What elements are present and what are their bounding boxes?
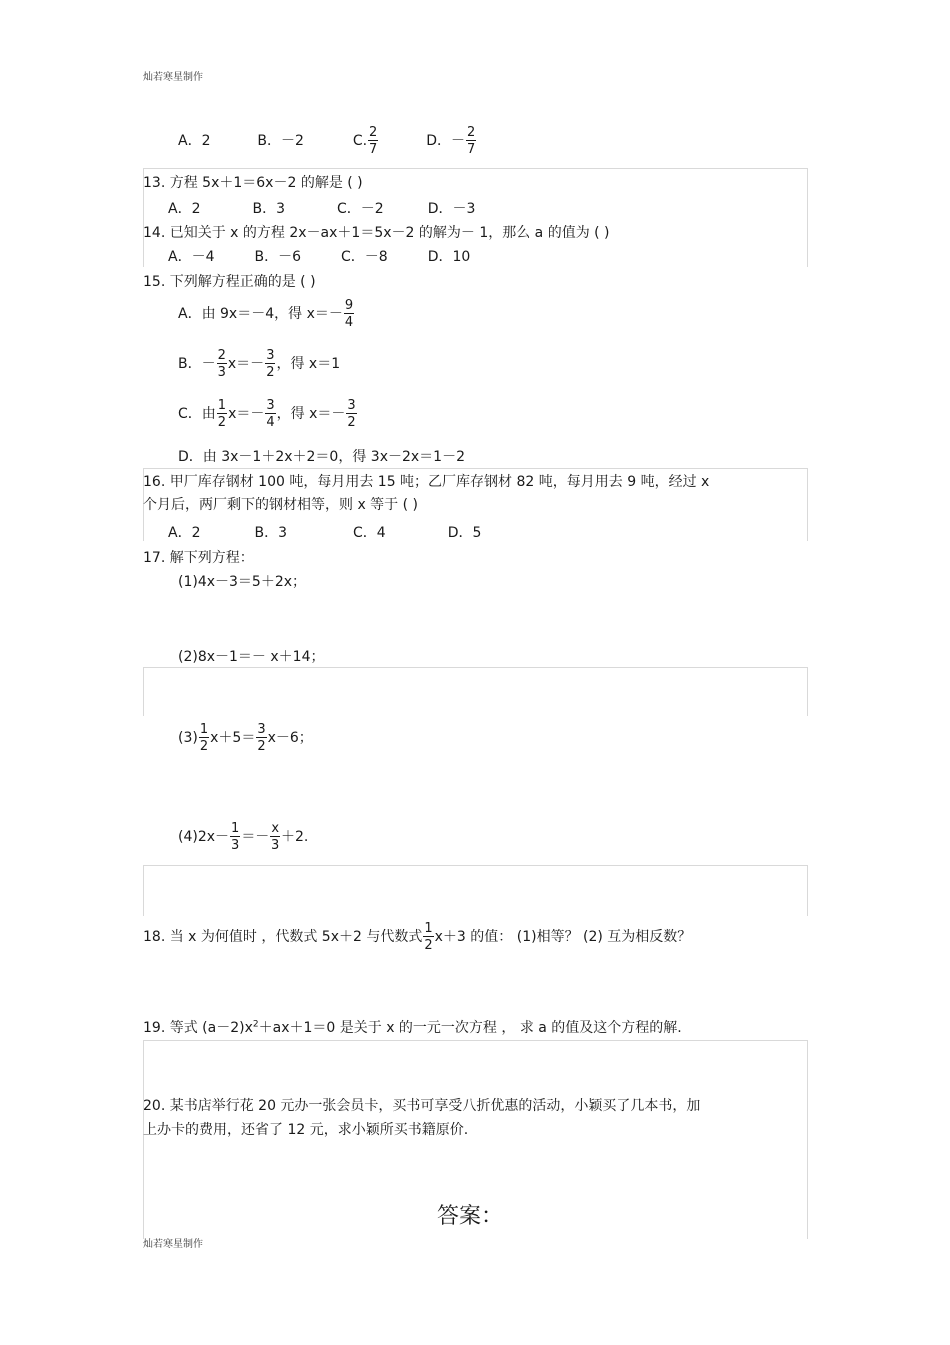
q15-option-b: B．－ $\frac{2}{3}$ x＝－ $\frac{3}{2}$ ，得 x＝1 xyxy=(178,348,341,380)
q12-option-a: A．2 xyxy=(178,133,211,149)
q13-option-b: B．3 xyxy=(252,201,285,217)
q17-part3: (3) $\frac{1}{2}$ x＋5＝ $\frac{3}{2}$ x－6； xyxy=(178,722,313,754)
q15-option-c: C．由 $\frac{1}{2}$ x＝－ $\frac{3}{4}$ ，得 x＝－ $\frac{3}{2}$ xyxy=(178,398,356,430)
fraction: $\frac{2}{7}$ xyxy=(369,125,378,157)
q14-options xyxy=(168,246,470,266)
q12-option-c: C. xyxy=(352,133,368,149)
page-header: 灿若寒星制作 xyxy=(143,72,203,83)
frame-box xyxy=(143,865,808,916)
q16-option-d: D．5 xyxy=(447,525,482,541)
q17-part1: (1)4x－3＝5＋2x； xyxy=(178,574,307,590)
q13-option-a: A．2 xyxy=(168,201,201,217)
q14-option-a: A．－4 xyxy=(168,249,215,265)
q17-stem: 17. 解下列方程： xyxy=(143,550,254,566)
q14-option-b: B．－6 xyxy=(254,249,301,265)
q13-option-d: D．－3 xyxy=(427,201,476,217)
q19-stem: 19. 等式 $(a-2)x^2+ax+1=0$ 是关于 x 的一元一次方程 ， 求 a 的值及这个方程的解. xyxy=(143,1019,682,1036)
frame-box xyxy=(143,667,808,716)
q13-options xyxy=(168,198,475,218)
q14-option-c: C．－8 xyxy=(341,249,388,265)
q13-stem: 13. 方程 5x＋1＝6x－2 的解是 ( ) xyxy=(143,175,363,191)
q12-option-b: B．－2 xyxy=(257,133,304,149)
q12-options xyxy=(178,126,477,156)
q13-option-c: C．－2 xyxy=(337,201,384,217)
q20-stem-line1: 20. 某书店举行花 20 元办一张会员卡，买书可享受八折优惠的活动，小颖买了几本书，加 xyxy=(143,1098,701,1114)
q16-stem-line2: 个月后，两厂剩下的钢材相等，则 x 等于 ( ) xyxy=(143,497,419,513)
q16-options xyxy=(168,522,481,542)
q16-option-b: B．3 xyxy=(254,525,287,541)
q20-stem-line2: 上办卡的费用，还省了 12 元，求小颖所买书籍原价. xyxy=(143,1122,469,1138)
q17-part2: (2)8x－1＝－ x＋14； xyxy=(178,649,325,665)
answers-heading: 答案： xyxy=(437,1204,504,1229)
q12-option-d: D．－ xyxy=(426,133,466,149)
q18-stem: 18. 当 x 为何值时 ，代数式 5x＋2 与代数式 $\frac{1}{2}$ x＋3 的值： (1)相等？ (2) 互为相反数？ xyxy=(143,921,692,953)
q15-option-d: D．由 3x－1＋2x＋2＝0，得 3x－2x＝1－2 xyxy=(178,449,465,465)
q15-option-a: A．由 9x＝－4，得 x＝－ $\frac{9}{4}$ xyxy=(178,298,354,330)
q16-option-c: C．4 xyxy=(353,525,386,541)
q16-stem-line1: 16. 甲厂库存钢材 100 吨，每月用去 15 吨；乙厂库存钢材 82 吨，每月用去 9 吨，经过 x xyxy=(143,474,710,490)
page-footer: 灿若寒星制作 xyxy=(143,1239,203,1250)
q15-stem: 15. 下列解方程正确的是 ( ) xyxy=(143,274,316,290)
fraction: $\frac{2}{7}$ xyxy=(467,125,476,157)
q14-stem: 14. 已知关于 x 的方程 2x－ax＋1＝5x－2 的解为－ 1，那么 a 的值为 ( ) xyxy=(143,225,610,241)
q17-part4: (4)2x－ $\frac{1}{3}$ ＝－ $\frac{x}{3}$ ＋2. xyxy=(178,821,309,853)
q14-option-d: D．10 xyxy=(427,249,471,265)
q16-option-a: A．2 xyxy=(168,525,201,541)
